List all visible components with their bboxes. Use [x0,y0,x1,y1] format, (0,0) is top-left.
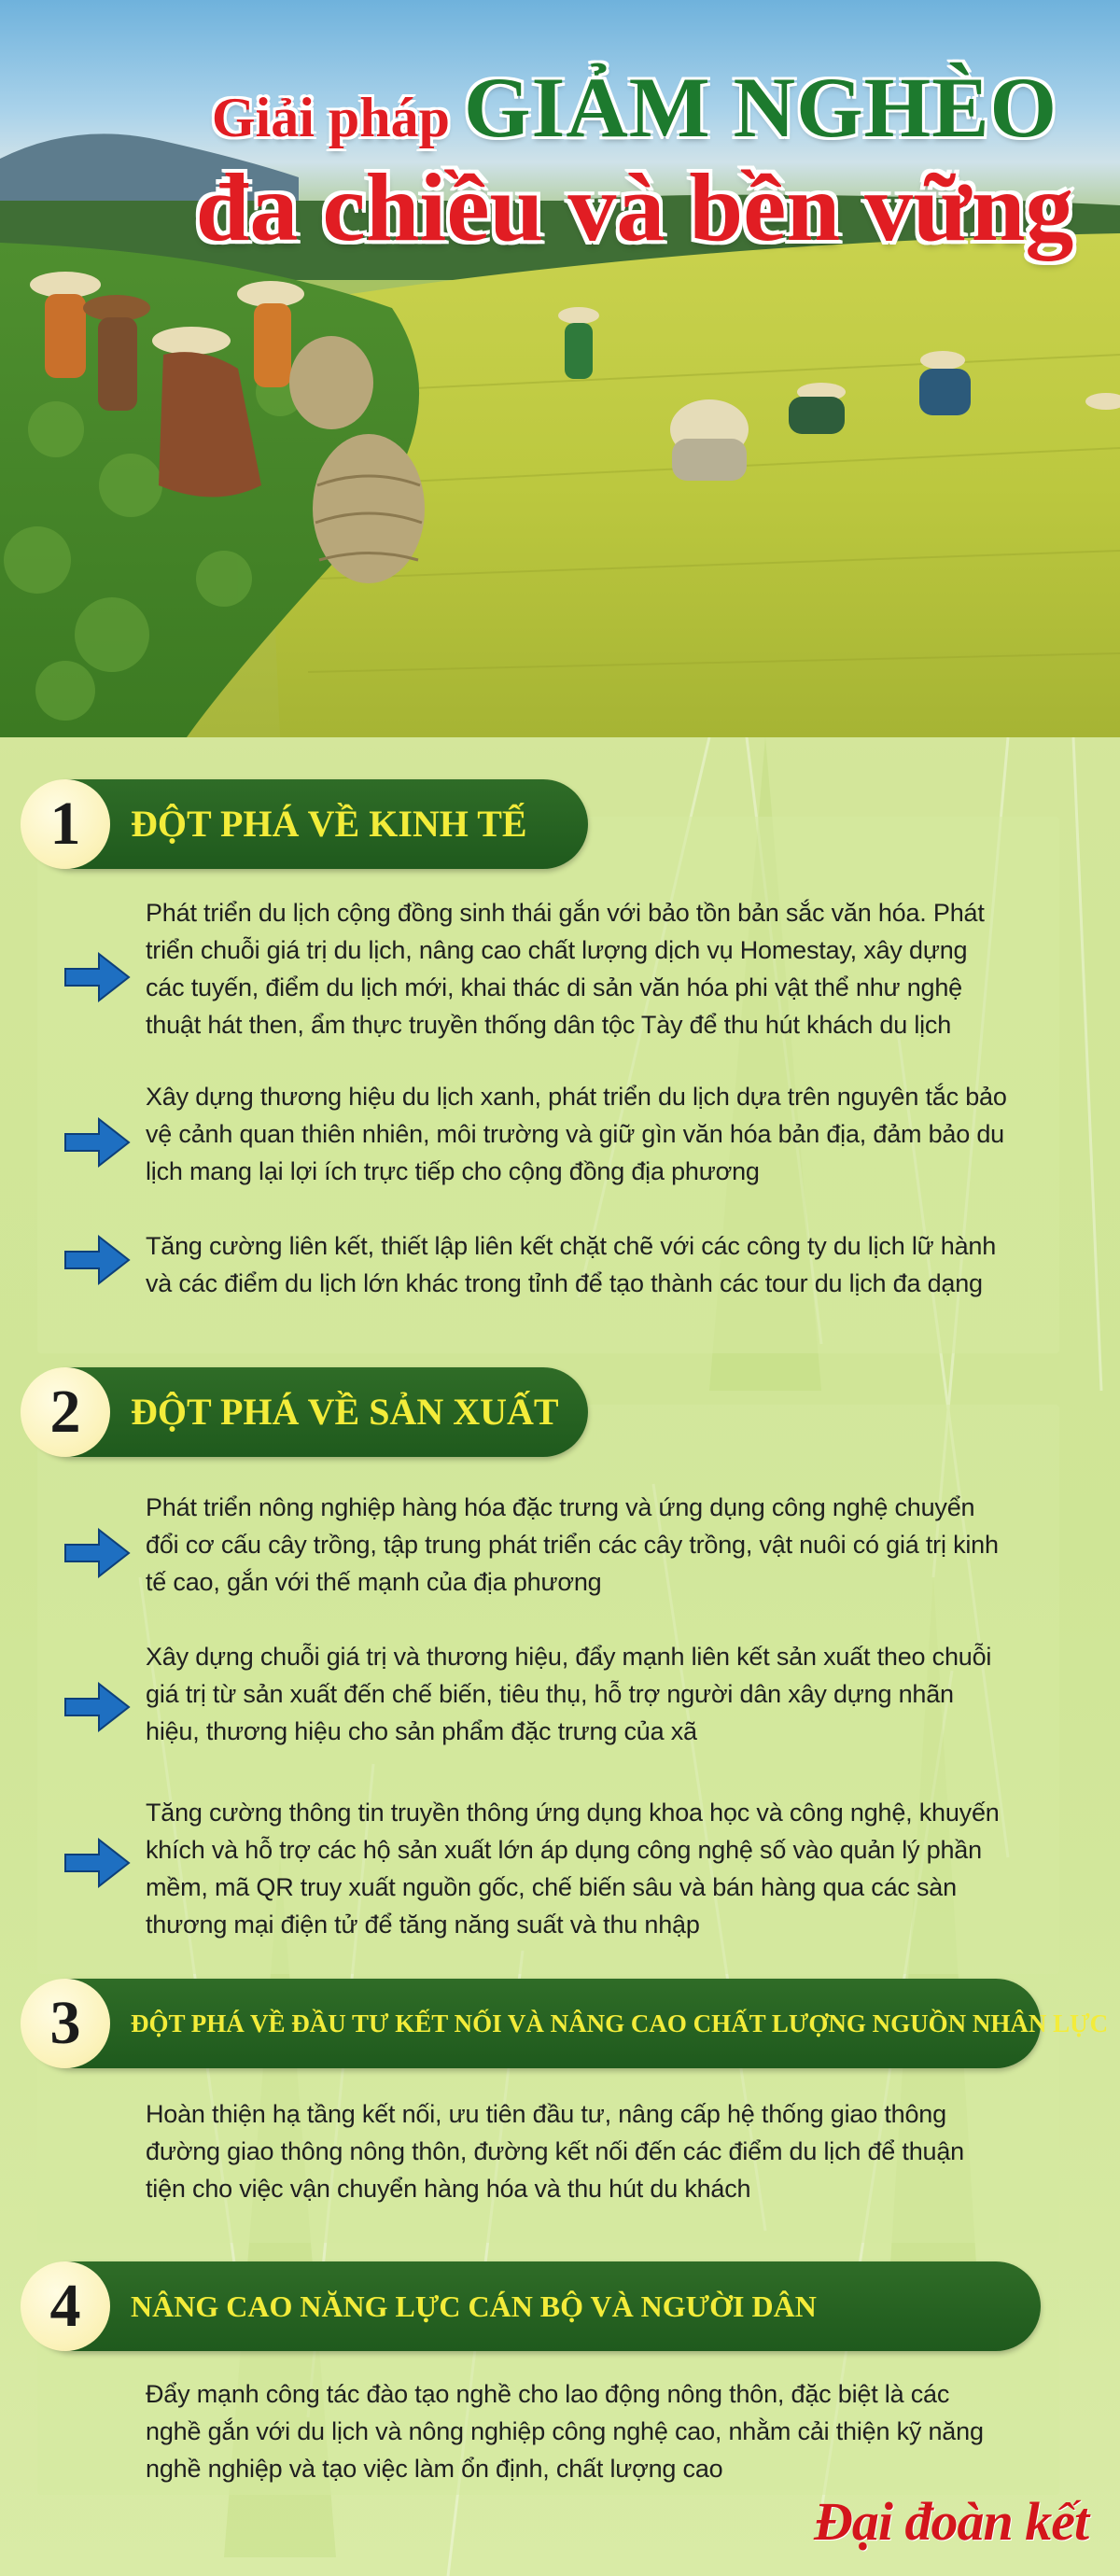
page-title [163,58,1106,259]
item-text: Tăng cường thông tin truyền thông ứng dụng khoa học và công nghệ, khuyến khích và hỗ trợ các hộ sản xuất lớn áp dụng công nghệ số vào quản lý phần mềm, mã QR truy xuất nguồn gốc, chế biến sâu và bán hàng qua các sàn thương mại điện tử để tăng năng suất và thu nhập [146,1799,1000,1939]
section-title: NÂNG CAO NĂNG LỰC CÁN BỘ VÀ NGƯỜI DÂN [131,2289,817,2323]
arrow-right-icon [62,1526,133,1580]
logo-text: Đại đoàn kết [814,2491,1089,2552]
section-title: ĐỘT PHÁ VỀ ĐẦU TƯ KẾT NỐI VÀ NÂNG CAO CHẤT LƯỢNG NGUỒN NHÂN LỰC [131,2009,1109,2037]
item-text: Xây dựng thương hiệu du lịch xanh, phát triển du lịch dựa trên nguyên tắc bảo vệ cảnh quan thiên nhiên, môi trường và giữ gìn văn hóa bản địa, đảm bảo du lịch mang lại lợi ích trực tiếp cho cộng đồng địa phương [146,1083,1007,1185]
item-text: Xây dựng chuỗi giá trị và thương hiệu, đẩy mạnh liên kết sản xuất theo chuỗi giá trị từ sản xuất đến chế biến, tiêu thụ, hỗ trợ người dân xây dựng nhãn hiệu, thương hiệu cho sản phẩm đặc trưng của xã [146,1643,992,1745]
item-text: Hoàn thiện hạ tầng kết nối, ưu tiên đầu tư, nâng cấp hệ thống giao thông đường giao thông nông thôn, đường kết nối đến các điểm du lịch để thuận tiện cho việc vận chuyển hàng hóa và thu hút du khách [146,2100,964,2203]
arrow-right-icon [62,1115,133,1169]
item-text: Tăng cường liên kết, thiết lập liên kết chặt chẽ với các công ty du lịch lữ hành và các điểm du lịch lớn khác trong tỉnh để tạo thành các tour du lịch đa dạng [146,1232,997,1297]
section-2-header [28,1367,588,1457]
section-title: ĐỘT PHÁ VỀ KINH TẾ [131,803,527,845]
section-1-header [28,779,588,869]
hero-image [0,0,1120,737]
arrow-right-icon [62,1680,133,1734]
section-number: 2 [21,1367,110,1457]
title-prefix: Giải pháp [211,87,450,148]
newspaper-logo [814,2490,1103,2555]
arrow-right-icon [62,950,133,1004]
section-4-header [28,2261,1041,2351]
title-highlight: GIẢM NGHÈO [464,60,1058,155]
section-3-header [28,1979,1109,2068]
section-title: ĐỘT PHÁ VỀ SẢN XUẤT [131,1391,559,1433]
arrow-right-icon [62,1233,133,1287]
section-number: 1 [21,779,110,869]
title-line2: đa chiều và bền vững [195,154,1074,261]
arrow-right-icon [62,1836,133,1890]
item-text: Phát triển du lịch cộng đồng sinh thái gắn với bảo tồn bản sắc văn hóa. Phát triển chuỗi giá trị du lịch, nâng cao chất lượng dịch vụ Homestay, xây dựng các tuyến, điểm du lịch mới, khai thác di sản văn hóa phi vật thể như nghệ thuật hát then, ẩm thực truyền thống dân tộc Tày để thu hút khách du lịch [146,899,985,1039]
item-text: Đẩy mạnh công tác đào tạo nghề cho lao động nông thôn, đặc biệt là các nghề gắn với du lịch và nông nghiệp công nghệ cao, nhằm cải thiện kỹ năng nghề nghiệp và tạo việc làm ổn định, chất lượng cao [146,2380,984,2483]
item-text: Phát triển nông nghiệp hàng hóa đặc trưng và ứng dụng công nghệ chuyển đổi cơ cấu cây trồng, tập trung phát triển các cây trồng, vật nuôi có giá trị kinh tế cao, gắn với thế mạnh của địa phương [146,1493,999,1596]
section-number: 3 [21,1979,110,2068]
section-number: 4 [21,2261,110,2351]
